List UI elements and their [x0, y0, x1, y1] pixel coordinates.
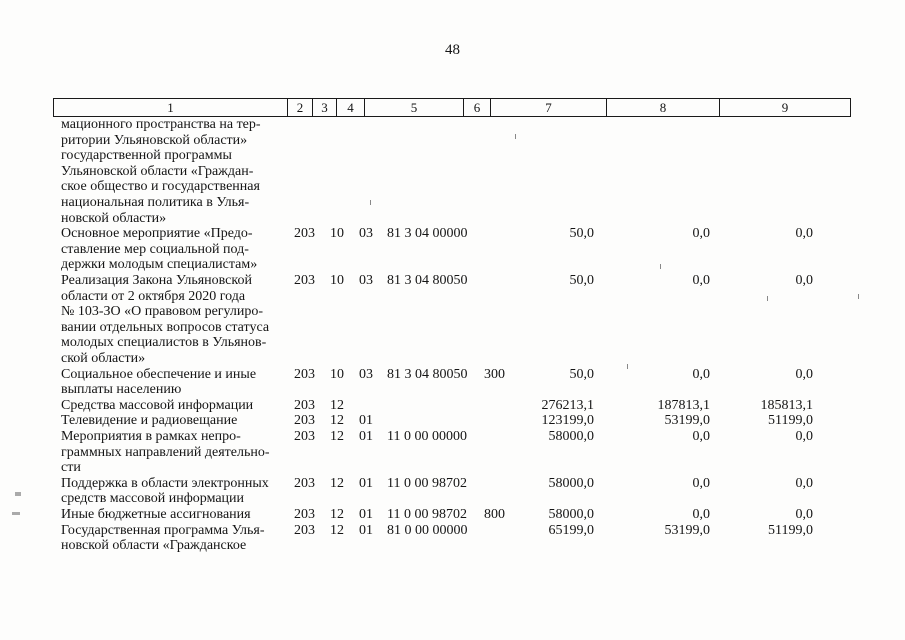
table-row: [0, 429, 905, 476]
cell-col-5: 81 3 04 80050: [387, 272, 468, 288]
cell-col-7: 58000,0: [548, 475, 594, 491]
cell-col-3: 12: [330, 522, 344, 538]
cell-col-9: 0,0: [795, 506, 813, 522]
table-row: [0, 117, 905, 226]
cell-col-2: 203: [294, 272, 315, 288]
scan-speck: [12, 512, 20, 515]
cell-col-4: 03: [359, 272, 373, 288]
row-name: Государственная программа Улья- новской области «Гражданское: [61, 522, 265, 554]
cell-col-5: 81 3 04 80050: [387, 366, 468, 382]
cell-col-9: 185813,1: [760, 397, 813, 413]
cell-col-2: 203: [294, 366, 315, 382]
cell-col-7: 276213,1: [541, 397, 594, 413]
row-name: Реализация Закона Ульяновской области от 2 октября 2020 года № 103-ЗО «О правовом регулиро- вании отдельных вопросов статуса молодых специалистов в Ульянов- ской области»: [61, 272, 270, 366]
cell-col-7: 50,0: [569, 226, 594, 242]
cell-col-4: 01: [359, 506, 373, 522]
cell-col-5: 11 0 00 00000: [387, 428, 467, 444]
cell-col-3: 12: [330, 397, 344, 413]
cell-col-2: 203: [294, 506, 315, 522]
cell-col-9: 0,0: [795, 428, 813, 444]
cell-col-9: 0,0: [795, 366, 813, 382]
cell-col-2: 203: [294, 522, 315, 538]
cell-col-3: 12: [330, 506, 344, 522]
header-col-8: 8: [607, 99, 720, 116]
scan-speck: [515, 134, 516, 139]
header-col-6: 6: [464, 99, 491, 116]
row-name: Средства массовой информации: [61, 397, 254, 413]
table-body: [0, 117, 905, 554]
cell-col-8: 53199,0: [664, 522, 710, 538]
cell-col-5: 11 0 00 98702: [387, 475, 467, 491]
scan-speck: [627, 364, 628, 369]
header-col-5: 5: [365, 99, 464, 116]
row-name: Телевидение и радиовещание: [61, 413, 238, 429]
cell-col-3: 12: [330, 428, 344, 444]
cell-col-6: 300: [484, 366, 505, 382]
page-number: 48: [445, 42, 460, 58]
cell-col-4: 01: [359, 522, 373, 538]
row-name: Социальное обеспечение и иные выплаты населению: [61, 366, 257, 398]
cell-col-9: 0,0: [795, 226, 813, 242]
cell-col-3: 10: [330, 272, 344, 288]
table-row: [0, 367, 905, 398]
cell-col-8: 0,0: [692, 475, 710, 491]
scan-speck: [660, 264, 661, 269]
cell-col-7: 58000,0: [548, 428, 594, 444]
scan-speck: [15, 492, 21, 496]
row-name: Поддержка в области электронных средств массовой информации: [61, 475, 269, 507]
header-col-4: 4: [337, 99, 365, 116]
table-row: [0, 273, 905, 367]
cell-col-5: 81 3 04 00000: [387, 226, 468, 242]
row-name: Основное мероприятие «Предо- ставление мер социальной под- держки молодым специалистам»: [61, 226, 258, 273]
cell-col-2: 203: [294, 397, 315, 413]
cell-col-8: 187813,1: [657, 397, 710, 413]
scan-speck: [858, 294, 859, 299]
cell-col-7: 58000,0: [548, 506, 594, 522]
cell-col-4: 03: [359, 226, 373, 242]
table-row: [0, 523, 905, 554]
cell-col-5: 11 0 00 98702: [387, 506, 467, 522]
cell-col-8: 0,0: [692, 272, 710, 288]
scan-speck: [767, 296, 768, 301]
cell-col-8: 0,0: [692, 428, 710, 444]
cell-col-7: 50,0: [569, 366, 594, 382]
cell-col-8: 0,0: [692, 366, 710, 382]
cell-col-3: 10: [330, 366, 344, 382]
scan-speck: [370, 200, 371, 205]
table-row: [0, 226, 905, 273]
cell-col-3: 12: [330, 475, 344, 491]
table-row: [0, 507, 905, 523]
cell-col-9: 0,0: [795, 475, 813, 491]
cell-col-4: 03: [359, 366, 373, 382]
cell-col-9: 51199,0: [768, 413, 813, 429]
cell-col-5: 81 0 00 00000: [387, 522, 468, 538]
cell-col-2: 203: [294, 428, 315, 444]
cell-col-4: 01: [359, 475, 373, 491]
cell-col-2: 203: [294, 475, 315, 491]
cell-col-7: 50,0: [569, 272, 594, 288]
cell-col-4: 01: [359, 428, 373, 444]
cell-col-6: 800: [484, 506, 505, 522]
cell-col-3: 12: [330, 413, 344, 429]
row-name: Мероприятия в рамках непро- граммных направлений деятельно- сти: [61, 428, 270, 476]
header-col-9: 9: [781, 100, 789, 115]
header-col-1: 1: [54, 99, 288, 116]
cell-col-9: 0,0: [795, 272, 813, 288]
header-col-2: 2: [288, 99, 313, 116]
cell-col-4: 01: [359, 413, 373, 429]
header-col-7: 7: [491, 99, 607, 116]
cell-col-8: 0,0: [692, 226, 710, 242]
table-row: [0, 413, 905, 429]
cell-col-7: 123199,0: [541, 413, 594, 429]
cell-col-3: 10: [330, 226, 344, 242]
header-col-3: 3: [313, 99, 337, 116]
cell-col-9: 51199,0: [768, 522, 813, 538]
cell-col-8: 0,0: [692, 506, 710, 522]
table-row: [0, 476, 905, 507]
cell-col-2: 203: [294, 226, 315, 242]
table-header: [53, 98, 851, 117]
row-name: Иные бюджетные ассигнования: [61, 506, 251, 522]
table-row: [0, 398, 905, 414]
cell-col-7: 65199,0: [548, 522, 594, 538]
row-name: мационного пространства на тер- ритории Ульяновской области» государственной программы Ульяновской области «Граждан- ское общество и государственная национальная политика в Улья- новской области»: [61, 117, 261, 226]
cell-col-2: 203: [294, 413, 315, 429]
cell-col-8: 53199,0: [664, 413, 710, 429]
